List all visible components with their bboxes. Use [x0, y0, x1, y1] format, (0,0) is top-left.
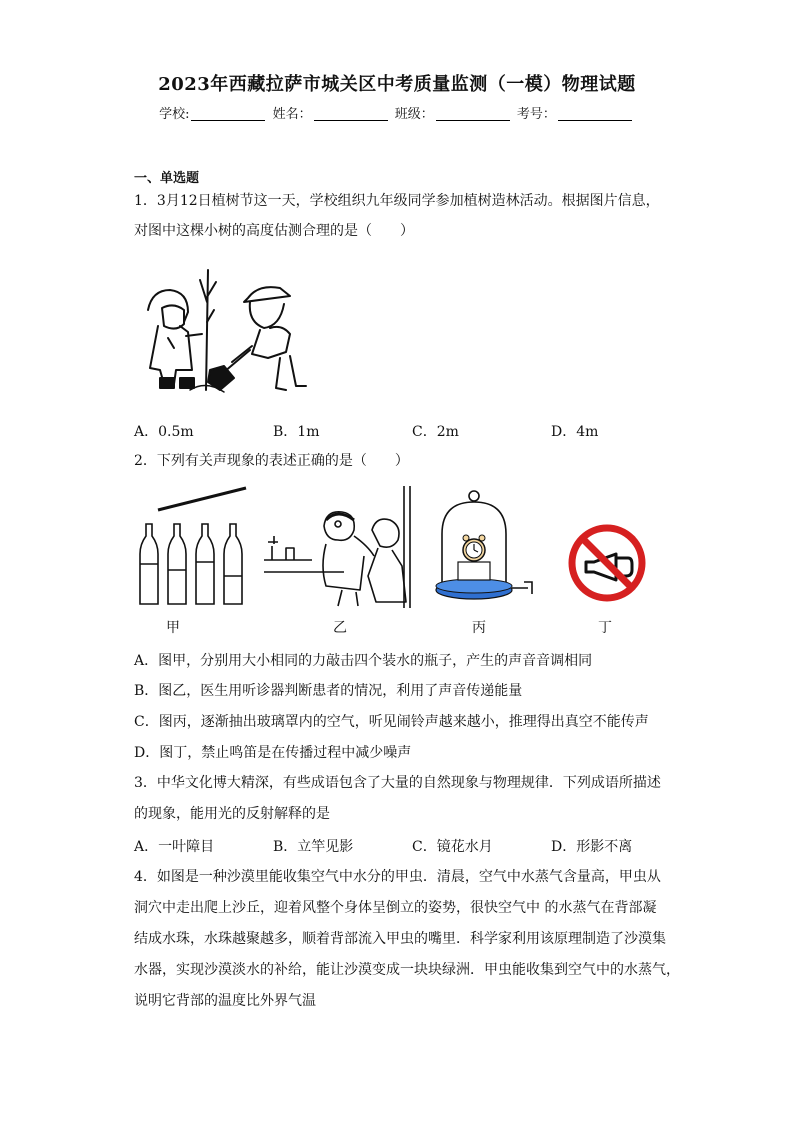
- q1-tree-planting-figure: [140, 262, 320, 404]
- q2-no-horn-sign: [566, 522, 648, 604]
- q2-option-d[interactable]: D．图丁，禁止鸣笛是在传播过程中减少噪声: [134, 745, 412, 761]
- q4-stem-line3: 结成水珠，水珠越聚越多，顺着背部流入甲虫的嘴里．科学家利用该原理制造了沙漠集: [134, 931, 666, 947]
- q2-option-a[interactable]: A．图甲，分别用大小相同的力敲击四个装水的瓶子，产生的声音音调相同: [134, 653, 593, 669]
- q2-option-b[interactable]: B．图乙，医生用听诊器判断患者的情况，利用了声音传递能量: [134, 683, 523, 699]
- q3-option-d[interactable]: D．形影不离: [551, 839, 633, 855]
- id-label: 考号：: [516, 107, 556, 122]
- q1-stem-line2: 对图中这棵小树的高度估测合理的是（ ）: [134, 223, 414, 239]
- q2-doctor-stethoscope-figure: [264, 486, 412, 608]
- student-info-row: [0, 103, 794, 122]
- q2-bell-jar-figure: [432, 488, 538, 608]
- q1-options: [134, 421, 694, 441]
- q2-caption-ding: 丁: [598, 620, 612, 636]
- id-blank: [558, 108, 632, 121]
- school-label: 学校:: [159, 107, 190, 122]
- q3-option-a[interactable]: A．一叶障目: [134, 839, 215, 855]
- class-label: 班级：: [394, 107, 434, 122]
- q3-options: [134, 836, 694, 856]
- name-blank: [314, 108, 388, 121]
- q2-caption-bing: 丙: [472, 620, 486, 636]
- q4-stem-line5: 说明它背部的温度比外界气温: [134, 993, 316, 1009]
- page-title: 2023年西藏拉萨市城关区中考质量监测（一模）物理试题: [158, 74, 636, 95]
- q1-option-c[interactable]: C．2m: [412, 424, 459, 440]
- q4-stem-line1: 4．如图是一种沙漠里能收集空气中水分的甲虫．清晨，空气中水蒸气含量高，甲虫从: [134, 869, 661, 885]
- q4-stem-line4: 水器，实现沙漠淡水的补给，能让沙漠变成一块块绿洲．甲虫能收集到空气中的水蒸气，: [134, 962, 680, 978]
- class-blank: [436, 108, 510, 121]
- name-label: 姓名：: [272, 107, 312, 122]
- q1-option-d[interactable]: D．4m: [551, 424, 599, 440]
- q4-stem-line2: 洞穴中走出爬上沙丘，迎着风整个身体呈倒立的姿势，很快空气中 的水蒸气在背部凝: [134, 900, 657, 916]
- q2-caption-yi: 乙: [333, 620, 347, 636]
- q3-option-c[interactable]: C．镜花水月: [412, 839, 493, 855]
- q3-stem-line2: 的现象，能用光的反射解释的是: [134, 806, 330, 822]
- q3-option-b[interactable]: B．立竿见影: [273, 839, 354, 855]
- q3-stem-line1: 3．中华文化博大精深，有些成语包含了大量的自然现象与物理规律．下列成语所描述: [134, 775, 661, 791]
- section-heading: 一、单选题: [134, 171, 200, 186]
- q2-bottles-figure: [136, 484, 248, 608]
- q1-option-a[interactable]: A．0.5m: [134, 424, 194, 440]
- q2-option-c[interactable]: C．图丙，逐渐抽出玻璃罩内的空气，听见闹铃声越来越小，推理得出真空不能传声: [134, 714, 649, 730]
- q1-option-b[interactable]: B．1m: [273, 424, 320, 440]
- q1-stem-line1: 1．3月12日植树节这一天，学校组织九年级同学参加植树造林活动。根据图片信息，: [134, 193, 660, 209]
- q2-caption-jia: 甲: [166, 620, 180, 636]
- school-blank: [191, 108, 265, 121]
- q2-stem: 2．下列有关声现象的表述正确的是（ ）: [134, 453, 409, 469]
